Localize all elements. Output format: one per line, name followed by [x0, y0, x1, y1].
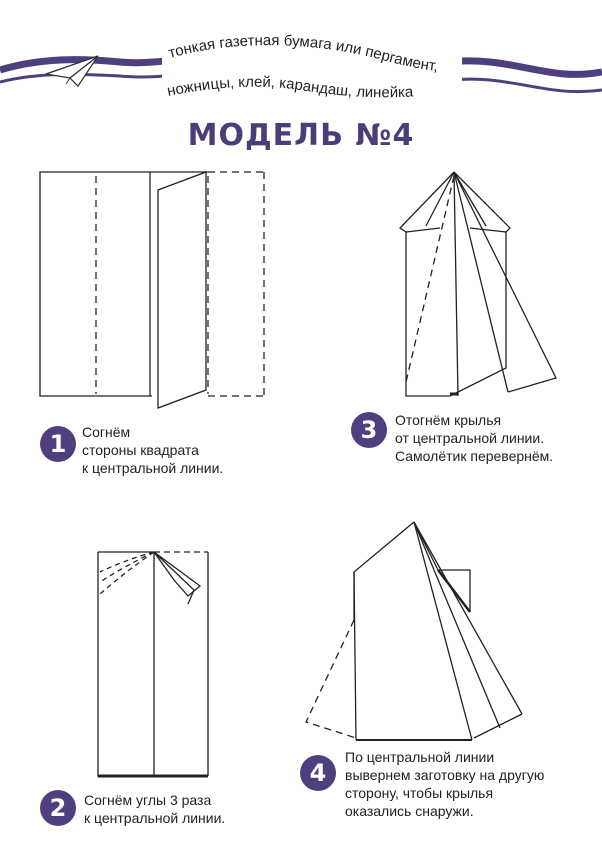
page-title: МОДЕЛЬ №4: [187, 118, 415, 153]
diagram-step-2: [98, 552, 208, 776]
diagram-step-1: [40, 172, 264, 408]
step-2-badge: 2: [40, 790, 76, 826]
step-1-caption: [82, 423, 223, 477]
materials-line-1: тонкая газетная бумага или пергамент,: [166, 32, 439, 76]
diagram-step-3: [400, 172, 556, 396]
step-1-line-2: стороны квадрата: [82, 442, 199, 458]
step-4-caption: [345, 748, 544, 820]
step-4-line-3: сторону, чтобы крылья: [345, 785, 494, 801]
materials-line-2: ножницы, клей, карандаш, линейка: [165, 73, 414, 102]
step-2-line-2: к центральной линии.: [84, 810, 226, 826]
diagram-step-4: [306, 522, 522, 740]
step-3-caption: [395, 411, 553, 465]
step-1-line-3: к центральной линии.: [82, 460, 224, 476]
step-3-line-3: Самолётик перевернём.: [395, 448, 554, 464]
step-1-line-1: Согнём: [82, 424, 131, 440]
step-4-line-4: оказались снаружи.: [345, 803, 474, 819]
step-4-line-1: По центральной линии: [345, 749, 495, 765]
step-3-line-2: от центральной линии.: [395, 430, 545, 446]
step-1-badge: 1: [40, 426, 76, 462]
step-4-badge: 4: [300, 755, 336, 791]
step-4-line-2: вывернем заготовку на другую: [345, 767, 545, 783]
step-3-badge: 3: [351, 412, 387, 448]
step-3-line-1: Отогнём крылья: [395, 412, 502, 428]
step-2-line-1: Согнём углы 3 раза: [84, 792, 212, 808]
step-2-caption: [84, 791, 225, 827]
